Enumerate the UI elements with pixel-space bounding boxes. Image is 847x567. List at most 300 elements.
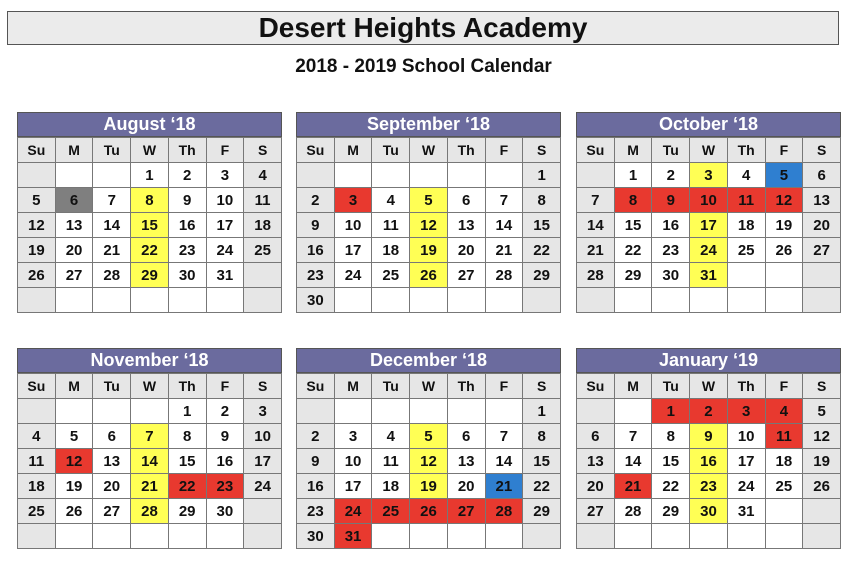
weekday-label: S xyxy=(803,374,841,399)
day-cell: 11 xyxy=(372,213,410,238)
month-grid xyxy=(17,373,282,549)
day-cell: 7 xyxy=(93,188,131,213)
weekday-label: S xyxy=(523,374,561,399)
month-september xyxy=(296,112,561,313)
empty-cell xyxy=(55,288,93,313)
weekday-label: F xyxy=(765,374,803,399)
day-cell: 3 xyxy=(244,399,282,424)
day-cell: 27 xyxy=(447,499,485,524)
day-cell: 13 xyxy=(447,449,485,474)
weekday-label: Tu xyxy=(372,374,410,399)
week-row xyxy=(577,524,841,549)
empty-cell xyxy=(18,399,56,424)
week-row xyxy=(297,499,561,524)
day-cell: 12 xyxy=(55,449,93,474)
day-cell: 26 xyxy=(410,499,448,524)
day-cell: 1 xyxy=(523,163,561,188)
day-cell: 29 xyxy=(168,499,206,524)
week-row xyxy=(577,399,841,424)
month-name: October ‘18 xyxy=(576,112,841,137)
calendar-title: 2018 - 2019 School Calendar xyxy=(295,56,552,77)
day-cell: 20 xyxy=(577,474,615,499)
day-cell: 5 xyxy=(410,188,448,213)
weekday-label: Th xyxy=(447,138,485,163)
day-cell: 21 xyxy=(614,474,652,499)
week-row xyxy=(18,288,282,313)
day-cell: 26 xyxy=(803,474,841,499)
day-cell: 7 xyxy=(131,424,169,449)
day-cell: 22 xyxy=(523,238,561,263)
month-name: November ‘18 xyxy=(17,348,282,373)
day-cell: 5 xyxy=(765,163,803,188)
week-row xyxy=(18,163,282,188)
empty-cell xyxy=(803,263,841,288)
weekday-label: M xyxy=(334,374,372,399)
day-cell: 8 xyxy=(523,188,561,213)
day-cell: 9 xyxy=(206,424,244,449)
day-cell: 21 xyxy=(131,474,169,499)
weekday-label: Tu xyxy=(93,138,131,163)
day-cell: 28 xyxy=(93,263,131,288)
week-row xyxy=(18,238,282,263)
day-cell: 17 xyxy=(244,449,282,474)
day-cell: 24 xyxy=(244,474,282,499)
day-cell: 31 xyxy=(334,524,372,549)
day-cell: 5 xyxy=(18,188,56,213)
weekday-row xyxy=(577,374,841,399)
day-cell: 10 xyxy=(334,449,372,474)
week-row xyxy=(297,449,561,474)
day-cell: 12 xyxy=(410,213,448,238)
day-cell: 3 xyxy=(334,188,372,213)
day-cell: 7 xyxy=(485,424,523,449)
month-december xyxy=(296,348,561,549)
day-cell: 15 xyxy=(168,449,206,474)
weekday-label: Th xyxy=(168,138,206,163)
day-cell: 20 xyxy=(447,238,485,263)
weekday-label: Su xyxy=(297,138,335,163)
day-cell: 10 xyxy=(727,424,765,449)
day-cell: 22 xyxy=(131,238,169,263)
day-cell: 23 xyxy=(652,238,690,263)
day-cell: 11 xyxy=(18,449,56,474)
day-cell: 24 xyxy=(690,238,728,263)
day-cell: 29 xyxy=(131,263,169,288)
day-cell: 7 xyxy=(614,424,652,449)
week-row xyxy=(577,163,841,188)
empty-cell xyxy=(244,263,282,288)
week-row xyxy=(577,213,841,238)
day-cell: 21 xyxy=(485,474,523,499)
day-cell: 27 xyxy=(447,263,485,288)
weekday-label: F xyxy=(485,374,523,399)
day-cell: 18 xyxy=(727,213,765,238)
day-cell: 11 xyxy=(372,449,410,474)
month-name: December ‘18 xyxy=(296,348,561,373)
day-cell: 18 xyxy=(18,474,56,499)
empty-cell xyxy=(18,524,56,549)
weekday-label: Tu xyxy=(93,374,131,399)
day-cell: 2 xyxy=(297,424,335,449)
empty-cell xyxy=(410,399,448,424)
day-cell: 23 xyxy=(297,263,335,288)
day-cell: 25 xyxy=(244,238,282,263)
day-cell: 8 xyxy=(614,188,652,213)
empty-cell xyxy=(168,288,206,313)
weekday-label: S xyxy=(244,138,282,163)
day-cell: 27 xyxy=(93,499,131,524)
day-cell: 9 xyxy=(297,213,335,238)
empty-cell xyxy=(410,163,448,188)
day-cell: 16 xyxy=(652,213,690,238)
day-cell: 20 xyxy=(803,213,841,238)
day-cell: 23 xyxy=(206,474,244,499)
weekday-label: F xyxy=(765,138,803,163)
day-cell: 26 xyxy=(410,263,448,288)
day-cell: 28 xyxy=(485,499,523,524)
day-cell: 13 xyxy=(93,449,131,474)
week-row xyxy=(18,188,282,213)
day-cell: 1 xyxy=(131,163,169,188)
day-cell: 30 xyxy=(297,524,335,549)
day-cell: 14 xyxy=(485,449,523,474)
day-cell: 7 xyxy=(485,188,523,213)
week-row xyxy=(18,424,282,449)
day-cell: 28 xyxy=(577,263,615,288)
week-row xyxy=(297,524,561,549)
day-cell: 5 xyxy=(410,424,448,449)
empty-cell xyxy=(727,524,765,549)
day-cell: 10 xyxy=(244,424,282,449)
day-cell: 13 xyxy=(55,213,93,238)
empty-cell xyxy=(206,288,244,313)
weekday-label: M xyxy=(614,138,652,163)
day-cell: 22 xyxy=(523,474,561,499)
day-cell: 14 xyxy=(577,213,615,238)
week-row xyxy=(577,288,841,313)
empty-cell xyxy=(93,399,131,424)
day-cell: 16 xyxy=(168,213,206,238)
day-cell: 13 xyxy=(577,449,615,474)
month-name: September ‘18 xyxy=(296,112,561,137)
day-cell: 14 xyxy=(614,449,652,474)
empty-cell xyxy=(93,524,131,549)
day-cell: 25 xyxy=(372,499,410,524)
weekday-row xyxy=(297,138,561,163)
day-cell: 9 xyxy=(168,188,206,213)
day-cell: 20 xyxy=(93,474,131,499)
day-cell: 10 xyxy=(690,188,728,213)
empty-cell xyxy=(690,288,728,313)
day-cell: 24 xyxy=(334,263,372,288)
empty-cell xyxy=(18,288,56,313)
day-cell: 27 xyxy=(803,238,841,263)
day-cell: 11 xyxy=(727,188,765,213)
empty-cell xyxy=(410,524,448,549)
empty-cell xyxy=(206,524,244,549)
empty-cell xyxy=(765,288,803,313)
empty-cell xyxy=(244,288,282,313)
day-cell: 19 xyxy=(803,449,841,474)
day-cell: 15 xyxy=(614,213,652,238)
month-grid xyxy=(576,373,841,549)
day-cell: 6 xyxy=(803,163,841,188)
day-cell: 1 xyxy=(614,163,652,188)
day-cell: 30 xyxy=(206,499,244,524)
weekday-label: Su xyxy=(577,138,615,163)
day-cell: 3 xyxy=(206,163,244,188)
empty-cell xyxy=(485,399,523,424)
empty-cell xyxy=(614,399,652,424)
day-cell: 15 xyxy=(523,213,561,238)
weekday-label: W xyxy=(131,374,169,399)
day-cell: 24 xyxy=(334,499,372,524)
month-august xyxy=(17,112,282,313)
weekday-label: Su xyxy=(18,374,56,399)
empty-cell xyxy=(297,163,335,188)
empty-cell xyxy=(765,263,803,288)
day-cell: 18 xyxy=(765,449,803,474)
week-row xyxy=(577,188,841,213)
day-cell: 3 xyxy=(690,163,728,188)
weekday-label: Su xyxy=(577,374,615,399)
weekday-label: Th xyxy=(727,374,765,399)
empty-cell xyxy=(690,524,728,549)
day-cell: 9 xyxy=(652,188,690,213)
day-cell: 6 xyxy=(447,424,485,449)
empty-cell xyxy=(372,399,410,424)
month-grid xyxy=(296,373,561,549)
day-cell: 14 xyxy=(131,449,169,474)
day-cell: 19 xyxy=(765,213,803,238)
school-name: Desert Heights Academy xyxy=(7,11,839,45)
empty-cell xyxy=(614,288,652,313)
weekday-label: W xyxy=(131,138,169,163)
day-cell: 8 xyxy=(523,424,561,449)
day-cell: 4 xyxy=(727,163,765,188)
day-cell: 30 xyxy=(168,263,206,288)
day-cell: 21 xyxy=(577,238,615,263)
empty-cell xyxy=(334,288,372,313)
empty-cell xyxy=(93,288,131,313)
day-cell: 17 xyxy=(727,449,765,474)
week-row xyxy=(18,524,282,549)
week-row xyxy=(18,263,282,288)
weekday-label: Tu xyxy=(652,138,690,163)
empty-cell xyxy=(372,288,410,313)
day-cell: 25 xyxy=(372,263,410,288)
day-cell: 31 xyxy=(206,263,244,288)
day-cell: 2 xyxy=(652,163,690,188)
day-cell: 17 xyxy=(206,213,244,238)
weekday-label: Tu xyxy=(652,374,690,399)
day-cell: 29 xyxy=(523,263,561,288)
week-row xyxy=(297,263,561,288)
weekday-label: M xyxy=(334,138,372,163)
empty-cell xyxy=(244,499,282,524)
day-cell: 23 xyxy=(297,499,335,524)
week-row xyxy=(18,474,282,499)
day-cell: 19 xyxy=(18,238,56,263)
weekday-label: W xyxy=(410,374,448,399)
day-cell: 4 xyxy=(372,424,410,449)
day-cell: 19 xyxy=(410,238,448,263)
day-cell: 26 xyxy=(765,238,803,263)
week-row xyxy=(297,213,561,238)
day-cell: 26 xyxy=(18,263,56,288)
empty-cell xyxy=(372,524,410,549)
day-cell: 6 xyxy=(577,424,615,449)
empty-cell xyxy=(485,288,523,313)
month-grid xyxy=(296,137,561,313)
empty-cell xyxy=(614,524,652,549)
day-cell: 24 xyxy=(727,474,765,499)
day-cell: 2 xyxy=(690,399,728,424)
weekday-label: F xyxy=(485,138,523,163)
weekday-label: Su xyxy=(18,138,56,163)
empty-cell xyxy=(577,288,615,313)
day-cell: 8 xyxy=(168,424,206,449)
day-cell: 4 xyxy=(765,399,803,424)
day-cell: 23 xyxy=(168,238,206,263)
day-cell: 7 xyxy=(577,188,615,213)
day-cell: 3 xyxy=(727,399,765,424)
day-cell: 25 xyxy=(727,238,765,263)
month-name: January ‘19 xyxy=(576,348,841,373)
day-cell: 4 xyxy=(18,424,56,449)
day-cell: 11 xyxy=(244,188,282,213)
day-cell: 28 xyxy=(485,263,523,288)
empty-cell xyxy=(577,163,615,188)
empty-cell xyxy=(447,288,485,313)
day-cell: 29 xyxy=(614,263,652,288)
day-cell: 18 xyxy=(372,238,410,263)
weekday-label: Tu xyxy=(372,138,410,163)
month-name: August ‘18 xyxy=(17,112,282,137)
week-row xyxy=(18,213,282,238)
day-cell: 8 xyxy=(131,188,169,213)
month-october xyxy=(576,112,841,313)
empty-cell xyxy=(334,163,372,188)
day-cell: 12 xyxy=(803,424,841,449)
empty-cell xyxy=(523,288,561,313)
day-cell: 2 xyxy=(168,163,206,188)
empty-cell xyxy=(577,524,615,549)
week-row xyxy=(577,499,841,524)
week-row xyxy=(577,238,841,263)
day-cell: 17 xyxy=(334,474,372,499)
day-cell: 29 xyxy=(652,499,690,524)
weekday-label: S xyxy=(523,138,561,163)
day-cell: 6 xyxy=(447,188,485,213)
weekday-label: S xyxy=(803,138,841,163)
day-cell: 14 xyxy=(93,213,131,238)
month-grid xyxy=(17,137,282,313)
empty-cell xyxy=(334,399,372,424)
empty-cell xyxy=(410,288,448,313)
day-cell: 19 xyxy=(410,474,448,499)
weekday-label: S xyxy=(244,374,282,399)
day-cell: 17 xyxy=(690,213,728,238)
day-cell: 2 xyxy=(206,399,244,424)
day-cell: 26 xyxy=(55,499,93,524)
day-cell: 8 xyxy=(652,424,690,449)
day-cell: 9 xyxy=(297,449,335,474)
day-cell: 11 xyxy=(765,424,803,449)
weekday-row xyxy=(18,138,282,163)
empty-cell xyxy=(297,399,335,424)
day-cell: 16 xyxy=(206,449,244,474)
empty-cell xyxy=(131,524,169,549)
day-cell: 16 xyxy=(297,474,335,499)
day-cell: 6 xyxy=(55,188,93,213)
empty-cell xyxy=(93,163,131,188)
day-cell: 15 xyxy=(131,213,169,238)
week-row xyxy=(18,449,282,474)
day-cell: 20 xyxy=(55,238,93,263)
empty-cell xyxy=(577,399,615,424)
day-cell: 29 xyxy=(523,499,561,524)
day-cell: 16 xyxy=(690,449,728,474)
day-cell: 6 xyxy=(93,424,131,449)
week-row xyxy=(297,474,561,499)
week-row xyxy=(297,238,561,263)
weekday-label: M xyxy=(614,374,652,399)
day-cell: 22 xyxy=(652,474,690,499)
weekday-label: M xyxy=(55,374,93,399)
weekday-label: Th xyxy=(727,138,765,163)
empty-cell xyxy=(131,399,169,424)
day-cell: 10 xyxy=(206,188,244,213)
day-cell: 2 xyxy=(297,188,335,213)
day-cell: 14 xyxy=(485,213,523,238)
day-cell: 30 xyxy=(690,499,728,524)
day-cell: 12 xyxy=(18,213,56,238)
week-row xyxy=(577,474,841,499)
empty-cell xyxy=(244,524,282,549)
empty-cell xyxy=(55,399,93,424)
day-cell: 27 xyxy=(577,499,615,524)
day-cell: 31 xyxy=(727,499,765,524)
day-cell: 12 xyxy=(410,449,448,474)
weekday-label: M xyxy=(55,138,93,163)
day-cell: 12 xyxy=(765,188,803,213)
weekday-row xyxy=(577,138,841,163)
day-cell: 23 xyxy=(690,474,728,499)
empty-cell xyxy=(727,288,765,313)
empty-cell xyxy=(168,524,206,549)
day-cell: 25 xyxy=(765,474,803,499)
empty-cell xyxy=(765,524,803,549)
day-cell: 24 xyxy=(206,238,244,263)
weekday-label: W xyxy=(410,138,448,163)
weekday-row xyxy=(18,374,282,399)
empty-cell xyxy=(727,263,765,288)
weekday-label: Su xyxy=(297,374,335,399)
day-cell: 25 xyxy=(18,499,56,524)
day-cell: 13 xyxy=(447,213,485,238)
day-cell: 21 xyxy=(93,238,131,263)
day-cell: 5 xyxy=(55,424,93,449)
week-row xyxy=(18,399,282,424)
day-cell: 20 xyxy=(447,474,485,499)
day-cell: 30 xyxy=(652,263,690,288)
day-cell: 3 xyxy=(334,424,372,449)
empty-cell xyxy=(765,499,803,524)
empty-cell xyxy=(652,524,690,549)
weekday-label: W xyxy=(690,138,728,163)
day-cell: 19 xyxy=(55,474,93,499)
